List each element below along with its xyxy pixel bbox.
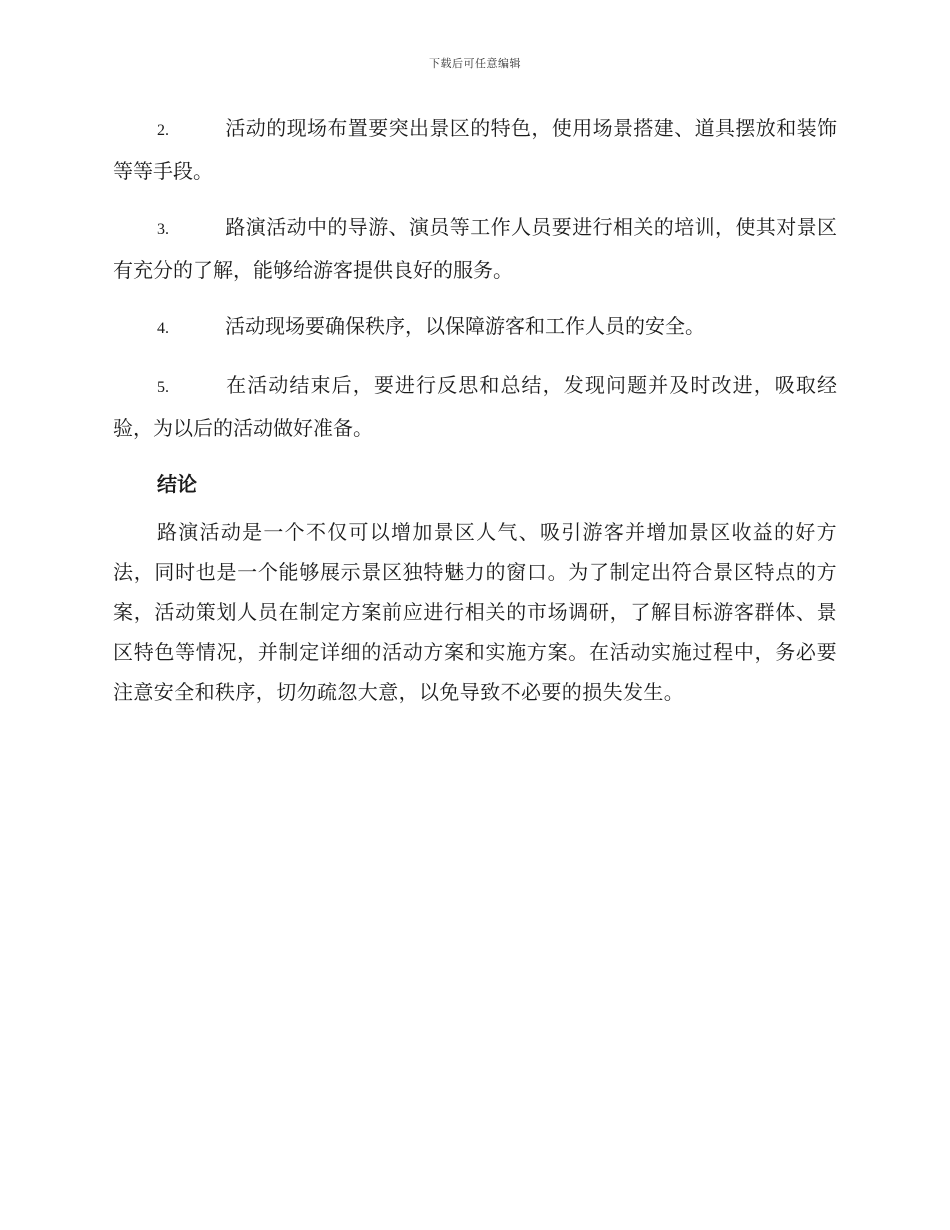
list-item-number: 2. <box>157 122 169 139</box>
section-heading-conclusion: 结论 <box>157 472 197 496</box>
list-item <box>113 207 837 290</box>
conclusion-paragraph: 路演活动是一个不仅可以增加景区人气、吸引游客并增加景区收益的好方法，同时也是一个能够展示景区独特魅力的窗口。为了制定出符合景区特点的方案，活动策划人员在制定方案前应进行相关的市场调研，了解目标游客群体、景区特色等情况，并制定详细的活动方案和实施方案。在活动实施过程中，务必要注意安全和秩序，切勿疏忽大意，以免导致不必要的损失发生。 <box>113 520 837 704</box>
list-item <box>113 365 837 448</box>
list-item-text: 路演活动中的导游、演员等工作人员要进行相关的培训，使其对景区有充分的了解，能够给游客提供良好的服务。 <box>113 215 837 282</box>
page-header: 下载后可任意编辑 <box>429 57 521 70</box>
list-item-number: 5. <box>157 379 169 396</box>
list-item <box>113 108 837 191</box>
list-item-text: 活动现场要确保秩序，以保障游客和工作人员的安全。 <box>225 314 705 338</box>
list-item-text: 在活动结束后，要进行反思和总结，发现问题并及时改进，吸取经验，为以后的活动做好准备。 <box>113 373 837 440</box>
list-item-text: 活动的现场布置要突出景区的特色，使用场景搭建、道具摆放和装饰等等手段。 <box>113 116 837 183</box>
document-body <box>113 108 837 712</box>
list-item <box>113 306 837 349</box>
list-item-number: 4. <box>157 320 169 337</box>
list-item-number: 3. <box>157 221 169 238</box>
